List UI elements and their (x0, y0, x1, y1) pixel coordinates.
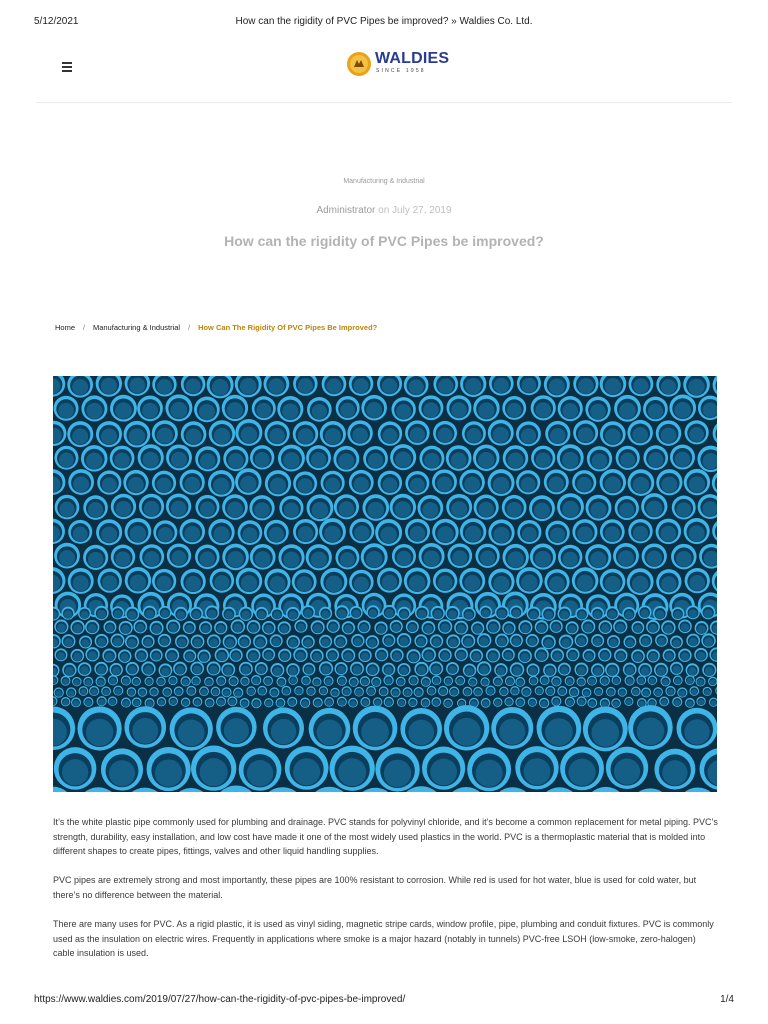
post-title: How can the rigidity of PVC Pipes be improved? (224, 233, 544, 249)
post-author[interactable]: Administrator (316, 205, 376, 216)
logo-subtext: SINCE 1958 (376, 68, 426, 74)
waldies-logo[interactable] (346, 50, 466, 80)
post-category[interactable]: Manufacturing & Industrial (343, 178, 425, 185)
breadcrumb-home[interactable]: Home (55, 323, 76, 332)
print-header (0, 16, 768, 30)
print-date: 5/12/2021 (34, 16, 79, 27)
print-page-number: 1/4 (720, 994, 734, 1005)
breadcrumb (55, 323, 377, 332)
logo-text: WALDIES (375, 50, 450, 67)
post-meta (0, 205, 768, 216)
body-paragraph: There are many uses for PVC. As a rigid plastic, it is used as vinyl siding, magnetic stripe cards, window profile, pipe, plumbing and conduit fixtures. PVC is commonly used as the insulation on electric wires. Frequently in applications where smoke is a major hazard (notably in tunnels) PVC-free LSOH (low-smoke, zero-halogen) cable insulation is used. (53, 919, 714, 958)
post-date: July 27, 2019 (392, 205, 452, 216)
breadcrumb-current: How Can The Rigidity Of PVC Pipes Be Improved? (198, 323, 378, 332)
post-meta-on: on (378, 205, 390, 216)
logo-mark-icon (346, 51, 372, 77)
print-url: https://www.waldies.com/2019/07/27/how-can-the-rigidity-of-pvc-pipes-be-improved/ (34, 994, 406, 1005)
breadcrumb-category[interactable]: Manufacturing & Industrial (92, 323, 181, 332)
print-page-title: How can the rigidity of PVC Pipes be improved? » Waldies Co. Ltd. (235, 16, 533, 27)
body-paragraph: PVC pipes are extremely strong and most importantly, these pipes are 100% resistant to corrosion. While red is used for hot water, blue is used for cold water, but there’s no difference between the material. (53, 875, 697, 900)
breadcrumb-separator: / (188, 325, 191, 332)
body-paragraph: It’s the white plastic pipe commonly used for plumbing and drainage. PVC stands for polyvinyl chloride, and it’s become a common replacement for metal piping. PVC’s strength, durability, easy installation, and low cost have made it one of the most widely used plastics in the world. PVC is a thermoplastic material that is molded into different shapes to create pipes, fittings, valves and other liquid handling supplies. (53, 817, 718, 856)
pvc-pipes-photo (53, 376, 717, 792)
breadcrumb-separator: / (83, 325, 85, 332)
hamburger-icon[interactable] (60, 60, 74, 74)
hero-image (53, 376, 717, 792)
site-header (36, 40, 732, 103)
